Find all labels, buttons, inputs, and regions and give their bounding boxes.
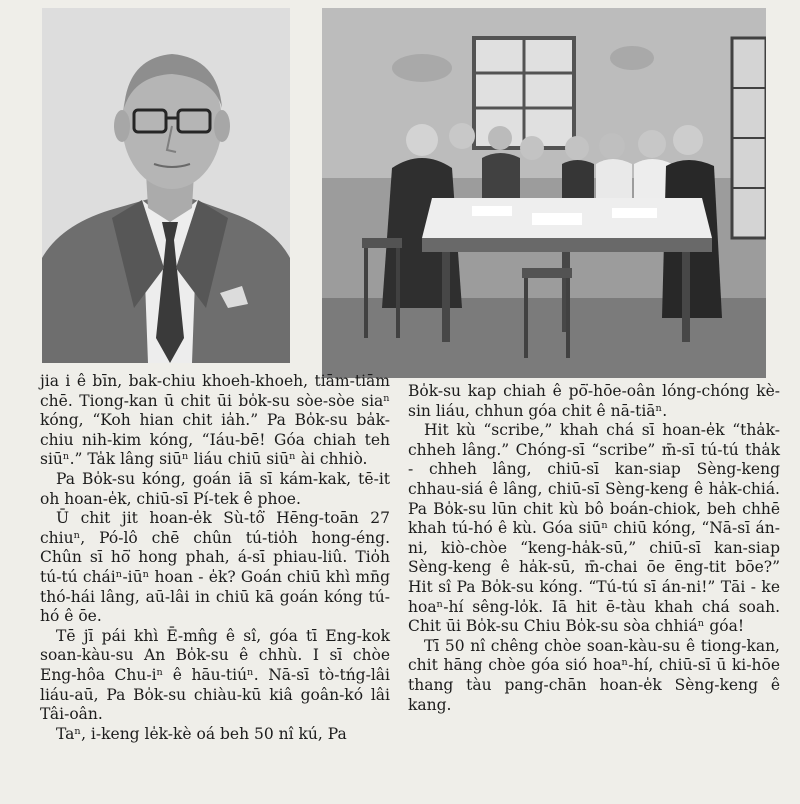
portrait-image [42, 8, 290, 363]
meeting-image [322, 8, 766, 378]
paragraph: Tē jī pái khì Ē-mn̂g ê sî, góa tī Eng-kok soan-kàu-su An Bo̍k-su ê chhù. I sī chòe Eng-hôa Chu-iⁿ ê hāu-tiúⁿ. Nā-sī tò-tńg-lâi liáu-aū, Pa Bo̍k-su chiàu-kū kiâ goân-kó lâi Tâi-oân. [40, 626, 390, 724]
committee-meeting-photo [322, 8, 766, 378]
portrait-photo [42, 8, 290, 363]
paragraph: Pa Bo̍k-su kóng, goán iā sī kám-kak, tē-it oh hoan-e̍k, chiū-sī Pí-tek ê phoe. [40, 469, 390, 508]
left-text-column [40, 372, 390, 744]
paragraph: Hit kù “scribe,” khah chá sī hoan-e̍k “tha̍k-chheh lâng.” Chóng-sī “scribe” m̄-sī tú-tú tha̍k - chheh lâng, chiū-sī kan-siap Sèng-keng chhau-siá ê lâng, chiū-sī Sèng-keng ê ha̍k-chiá. Pa Bo̍k-su lūn chit kù bô boán-chiok, beh chhē khah tú-hó ê kù. Góa siūⁿ chiū kóng, “Nā-sī án-ni, kiò-chòe “keng-ha̍k-sū,” chiū-sī kan-siap Sèng-keng ê ha̍k-sū, m̄-chai ōe ēng-tit bōe?” Hit sî Pa Bo̍k-su kóng. “Tú-tú sī án-ni!” Tāi - ke hoaⁿ-hí sêng-lo̍k. Iā hit ē-tàu khah chá soah. Chit ūi Bo̍k-su Chiu Bo̍k-su sòa chhiáⁿ góa! [408, 421, 780, 636]
paragraph: Bo̍k-su kap chiah ê pō͘-hōe-oân lóng-chóng kè-sin liáu, chhun góa chit ê nā-tiāⁿ. [408, 382, 780, 420]
paragraph: Taⁿ, i-keng le̍k-kè oá beh 50 nî kú, Pa [56, 724, 347, 743]
right-text-column [408, 382, 780, 715]
paragraph: Tī 50 nî chêng chòe soan-kàu-su ê tiong-kan, chit hāng chòe góa sió hoaⁿ-hí, chiū-sī ū ki-hōe thang tàu pang-chān hoan-e̍k Sèng-keng ê kang. [408, 636, 780, 714]
paragraph: Ū chit jit hoan-e̍k Sù-tô͘ Hēng-toān 27 chiuⁿ, Pó-lô chē chûn tú-tio̍h hong-éng. Chûn sī hō͘ hong phah, á-sī phiau-liû. Tio̍h tú-tú cháiⁿ-iūⁿ hoan - e̍k? Goán chiū khì mn̄g thó-hái lâng, aū-lâi in chiū kā goán kóng tú-hó ê ōe. [40, 509, 390, 626]
paragraph: jia i ê bīn, bak-chiu khoeh-khoeh, tiām-tiām chē. Tiong-kan ū chit ūi bo̍k-su sòe-sòe siaⁿ kóng, “Koh hian chit ia̍h.” Pa Bo̍k-su ba̍k-chiu nih-kim kóng, “Iáu-bē! Góa chiah teh siūⁿ.” Ta̍k lâng siūⁿ liáu chiū siūⁿ ài chhiò. [40, 372, 390, 469]
